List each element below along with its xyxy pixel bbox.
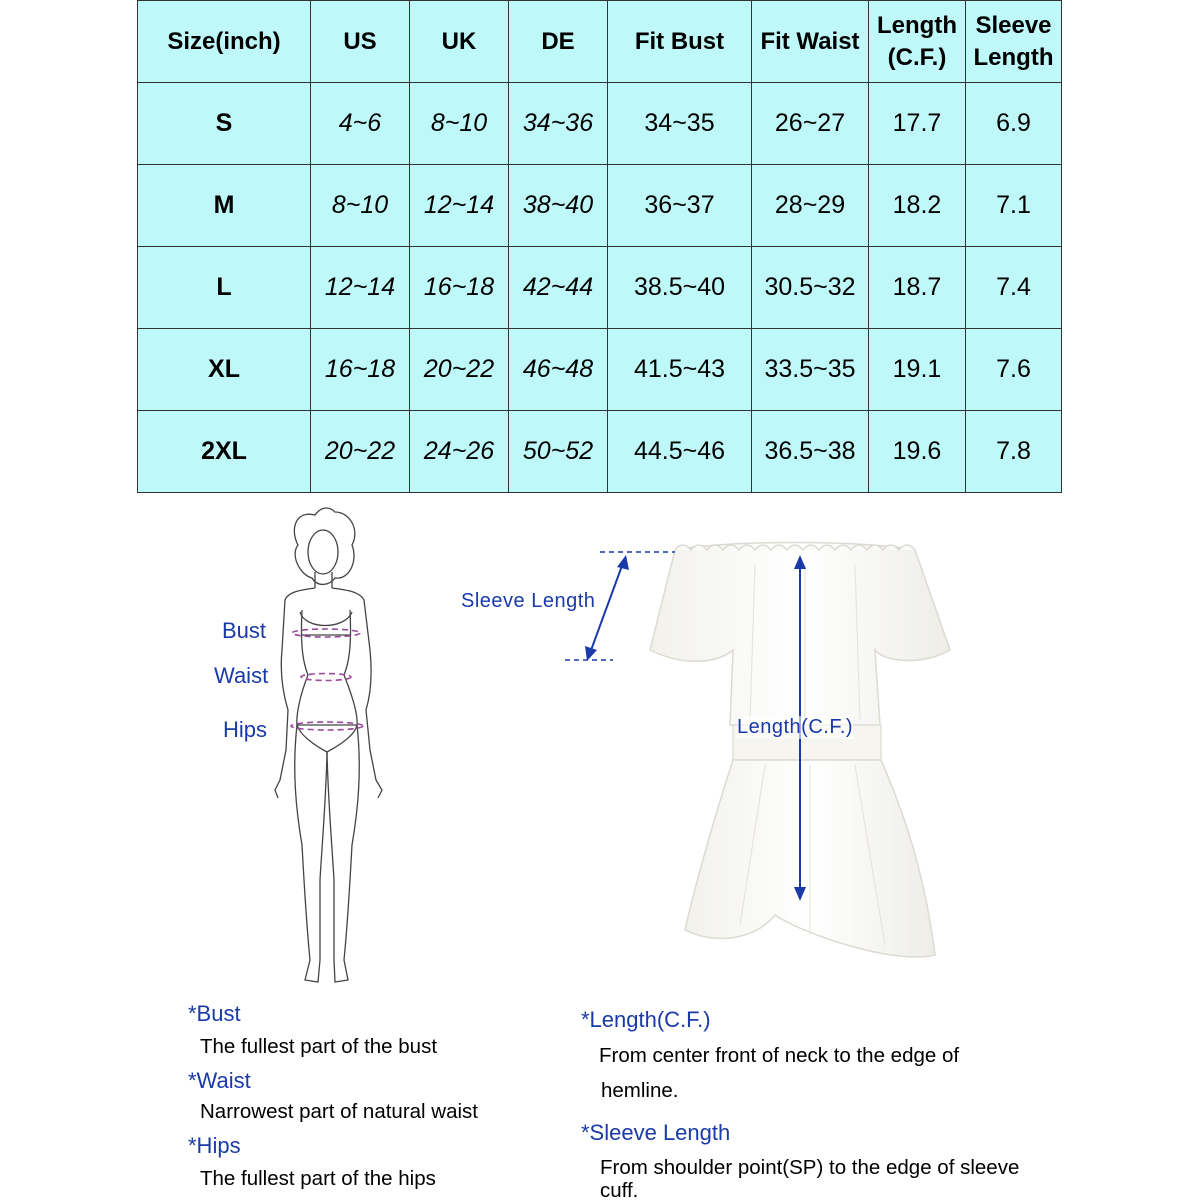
table-cell: 8~10: [311, 165, 410, 247]
table-cell: 36.5~38: [752, 411, 869, 493]
table-cell: 50~52: [509, 411, 608, 493]
bust-definition-text: The fullest part of the bust: [200, 1035, 438, 1058]
sleeve-length-label: Sleeve Length: [461, 590, 596, 612]
table-cell: 24~26: [410, 411, 509, 493]
sleeve-definition-text: From shoulder point(SP) to the edge of sleeve: [600, 1156, 1020, 1179]
table-header-row: [138, 1, 1062, 83]
table-cell: 6.9: [966, 83, 1062, 165]
table-cell: M: [138, 165, 311, 247]
table-cell: 19.1: [869, 329, 966, 411]
table-cell: 38.5~40: [608, 247, 752, 329]
table-cell: 7.8: [966, 411, 1062, 493]
table-cell: 8~10: [410, 83, 509, 165]
table-cell: 20~22: [410, 329, 509, 411]
table-cell: 4~6: [311, 83, 410, 165]
hips-definition-title: *Hips: [188, 1133, 241, 1158]
table-cell: 7.1: [966, 165, 1062, 247]
bust-label: Bust: [222, 618, 267, 643]
length-cf-label: Length(C.F.): [737, 716, 854, 738]
waist-definition-title: *Waist: [188, 1068, 251, 1093]
table-cell: 30.5~32: [752, 247, 869, 329]
header-de: DE: [509, 1, 608, 83]
table-cell: 26~27: [752, 83, 869, 165]
table-cell: 44.5~46: [608, 411, 752, 493]
length-definition-title: *Length(C.F.): [581, 1007, 711, 1032]
table-cell: 28~29: [752, 165, 869, 247]
size-chart-table: [137, 0, 1062, 493]
table-row: [138, 83, 1062, 165]
table-cell: 34~36: [509, 83, 608, 165]
header-size: Size(inch): [138, 1, 311, 83]
hips-label: Hips: [223, 717, 268, 742]
length-definition-text-cont: hemline.: [601, 1079, 679, 1102]
table-row: [138, 247, 1062, 329]
table-cell: 18.2: [869, 165, 966, 247]
blouse-figure: [565, 535, 1015, 980]
table-row: [138, 411, 1062, 493]
waist-label: Waist: [214, 663, 269, 688]
table-cell: 2XL: [138, 411, 311, 493]
table-cell: 17.7: [869, 83, 966, 165]
table-row: [138, 165, 1062, 247]
table-cell: 36~37: [608, 165, 752, 247]
waist-definition-text: Narrowest part of natural waist: [200, 1100, 479, 1123]
header-uk: UK: [410, 1, 509, 83]
table-cell: 16~18: [410, 247, 509, 329]
bust-measure-line: [292, 629, 360, 637]
table-row: [138, 329, 1062, 411]
table-cell: 20~22: [311, 411, 410, 493]
table-cell: 12~14: [410, 165, 509, 247]
body-measurement-figure: [260, 500, 420, 995]
table-cell: 7.4: [966, 247, 1062, 329]
hips-definition-text: The fullest part of the hips: [200, 1167, 436, 1190]
header-length: Length (C.F.): [869, 1, 966, 83]
table-cell: 34~35: [608, 83, 752, 165]
bust-definition-title: *Bust: [188, 1001, 241, 1026]
header-fit-bust: Fit Bust: [608, 1, 752, 83]
table-cell: 41.5~43: [608, 329, 752, 411]
table-cell: 12~14: [311, 247, 410, 329]
hips-measure-line: [291, 722, 363, 730]
table-cell: 18.7: [869, 247, 966, 329]
table-cell: S: [138, 83, 311, 165]
table-cell: 7.6: [966, 329, 1062, 411]
table-cell: 38~40: [509, 165, 608, 247]
table-cell: 33.5~35: [752, 329, 869, 411]
sleeve-definition-title: *Sleeve Length: [581, 1120, 731, 1145]
header-us: US: [311, 1, 410, 83]
length-definition-text: From center front of neck to the edge of: [599, 1044, 960, 1067]
table-cell: 46~48: [509, 329, 608, 411]
table-cell: XL: [138, 329, 311, 411]
sleeve-definition-text-cont: cuff.: [600, 1179, 639, 1202]
table-cell: 16~18: [311, 329, 410, 411]
header-fit-waist: Fit Waist: [752, 1, 869, 83]
table-cell: L: [138, 247, 311, 329]
table-cell: 19.6: [869, 411, 966, 493]
header-sleeve-length: Sleeve Length: [966, 1, 1062, 83]
table-cell: 42~44: [509, 247, 608, 329]
